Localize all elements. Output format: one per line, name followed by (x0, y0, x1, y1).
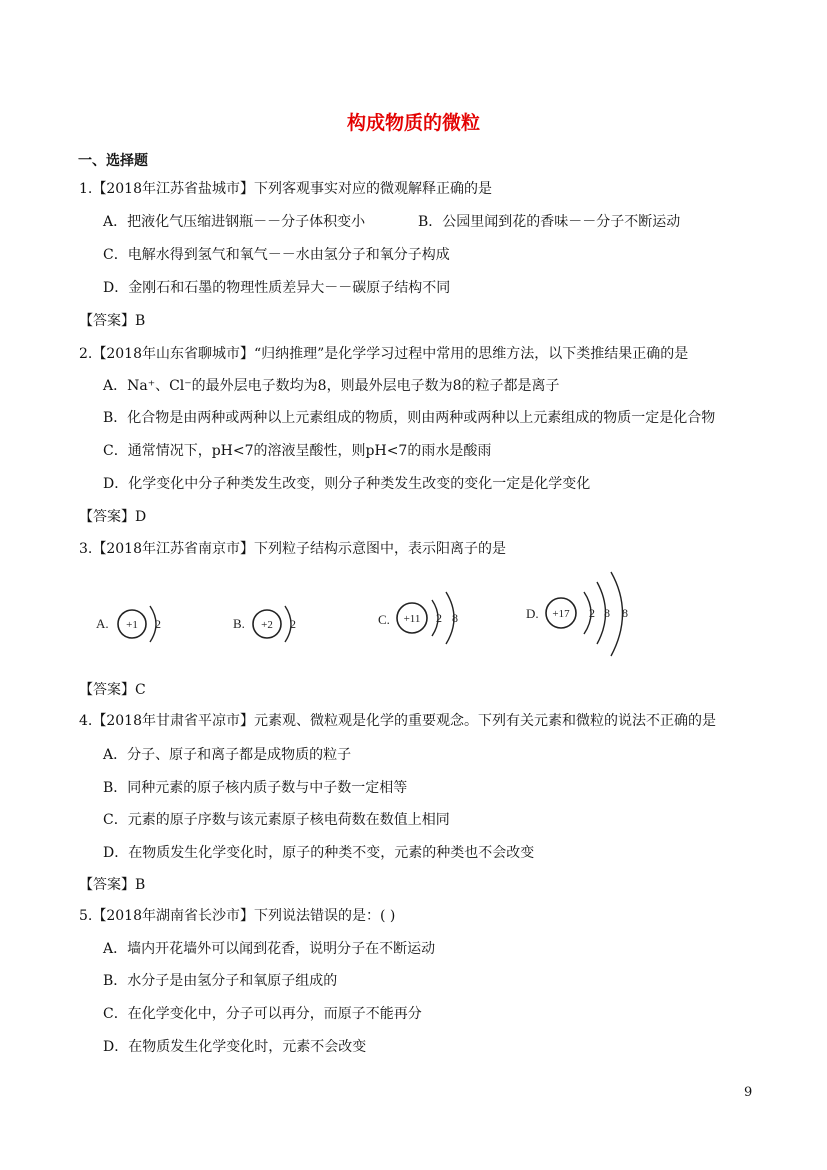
diagram-a-label: A. (96, 616, 109, 631)
diagram-d-shell-3: 8 (622, 606, 628, 620)
question-5-option-a: A．墙内开花墙外可以闻到花香，说明分子在不断运动 (103, 941, 436, 957)
question-5-stem: 5.【2018年湖南省长沙市】下列说法错误的是：( ) (79, 908, 396, 924)
atomic-structure-diagrams (92, 566, 652, 672)
question-4-option-b: B．同种元素的原子核内质子数与中子数一定相等 (103, 780, 408, 796)
question-1-option-a: A．把液化气压缩进钢瓶－－分子体积变小 (103, 214, 366, 230)
question-3-answer: 【答案】C (79, 682, 146, 698)
question-1-option-b: B．公园里闻到花的香味－－分子不断运动 (418, 214, 681, 230)
question-5-option-c: C．在化学变化中，分子可以再分，而原子不能再分 (103, 1006, 422, 1022)
question-1-stem: 1.【2018年江苏省盐城市】下列客观事实对应的微观解释正确的是 (79, 181, 492, 197)
diagram-d-nucleus: +17 (552, 608, 570, 620)
question-3-stem: 3.【2018年江苏省南京市】下列粒子结构示意图中，表示阳离子的是 (79, 541, 506, 557)
question-5-option-d: D．在物质发生化学变化时，元素不会改变 (103, 1039, 367, 1055)
question-2-option-c: C．通常情况下，pH<7的溶液呈酸性，则pH<7的雨水是酸雨 (103, 443, 492, 459)
question-1-option-c: C．电解水得到氢气和氧气－－水由氢分子和氧分子构成 (103, 247, 450, 263)
question-4-answer: 【答案】B (79, 877, 146, 893)
question-2-option-b: B．化合物是由两种或两种以上元素组成的物质，则由两种或两种以上元素组成的物质一定是化合物 (103, 410, 716, 426)
question-4-stem: 4.【2018年甘肃省平凉市】元素观、微粒观是化学的重要观念。下列有关元素和微粒的说法不正确的是 (79, 713, 716, 729)
diagram-c-shell-1: 2 (436, 611, 442, 625)
diagram-b-label: B. (233, 616, 245, 631)
diagram-b-nucleus: +2 (261, 619, 273, 631)
question-5-option-b: B．水分子是由氢分子和氧原子组成的 (103, 973, 338, 989)
diagram-c-shell-2: 8 (452, 611, 458, 625)
diagram-b-shell-1: 2 (290, 617, 296, 631)
question-2-answer: 【答案】D (79, 509, 147, 525)
diagram-c (378, 592, 458, 644)
diagram-d-shell-2: 8 (604, 606, 610, 620)
diagram-d-label: D. (526, 606, 539, 621)
diagram-a-nucleus: +1 (126, 619, 138, 631)
diagram-a (96, 606, 161, 642)
question-2-option-d: D．化学变化中分子种类发生改变，则分子种类发生改变的变化一定是化学变化 (103, 476, 591, 492)
question-2-stem: 2.【2018年山东省聊城市】“归纳推理”是化学学习过程中常用的思维方法，以下类推结果正确的是 (79, 346, 689, 362)
diagram-a-shell-1: 2 (155, 617, 161, 631)
page-number: 9 (744, 1085, 753, 1100)
page-title: 构成物质的微粒 (346, 112, 480, 134)
question-2-option-a: A．Na⁺、Cl⁻的最外层电子数均为8，则最外层电子数为8的粒子都是离子 (103, 378, 560, 394)
question-4-option-c: C．元素的原子序数与该元素原子核电荷数在数值上相同 (103, 812, 450, 828)
question-4-option-d: D．在物质发生化学变化时，原子的种类不变，元素的种类也不会改变 (103, 845, 535, 861)
question-4-option-a: A．分子、原子和离子都是成物质的粒子 (103, 747, 352, 763)
diagram-d (526, 572, 628, 656)
section-heading: 一、选择题 (78, 153, 148, 169)
diagram-b (233, 606, 296, 642)
question-1-answer: 【答案】B (79, 313, 146, 329)
diagram-c-label: C. (378, 612, 390, 627)
question-1-option-d: D．金刚石和石墨的物理性质差异大－－碳原子结构不同 (103, 280, 451, 296)
diagram-d-shell-1: 2 (589, 606, 595, 620)
diagram-c-nucleus: +11 (403, 613, 421, 625)
